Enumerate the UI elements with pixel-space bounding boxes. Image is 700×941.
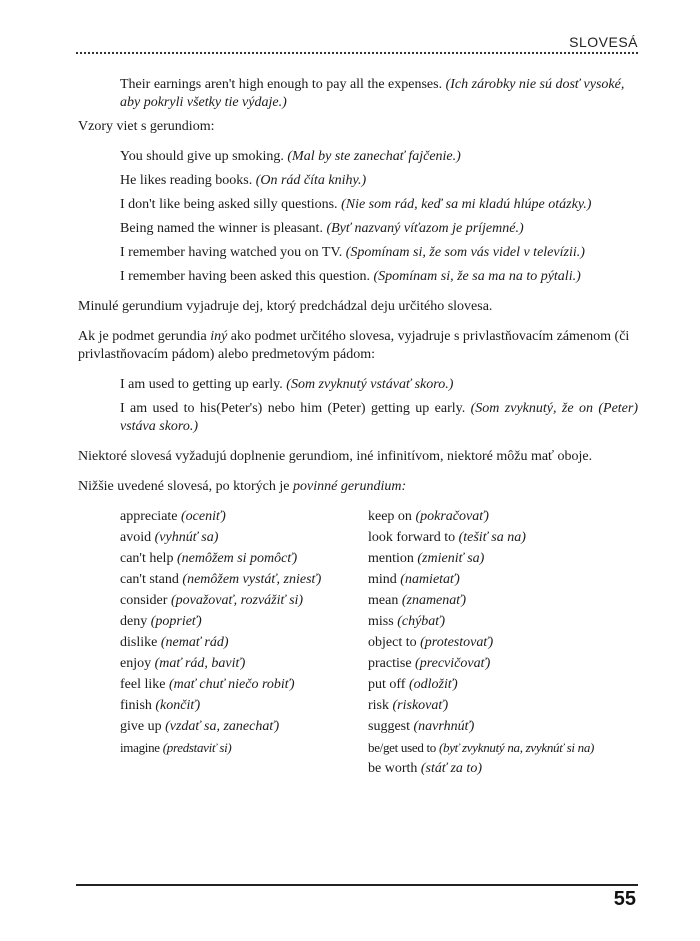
verb-en: feel like	[120, 677, 166, 692]
example-en: He likes reading books.	[120, 173, 253, 188]
verb-en: look forward to	[368, 530, 456, 545]
patterns-list	[78, 148, 638, 286]
verb-table	[120, 508, 638, 778]
verb-sk: (považovať, rozvážiť si)	[170, 593, 304, 608]
verb-sk: (precvičovať)	[415, 656, 491, 671]
verb-sk: (nemôžem vystáť, zniesť)	[182, 572, 322, 587]
verb-item	[120, 550, 368, 568]
verb-en: deny	[120, 614, 148, 629]
verb-en: be/get used to	[368, 740, 437, 755]
header-rule	[76, 52, 638, 54]
subject-note-part2: ako podmet určitého slovesa, vyjadruje s privlastňovacím zámenom (či privlastňovacím pádom) alebo predmetovým pádom:	[78, 329, 630, 362]
verb-en: mention	[368, 551, 414, 566]
verb-en: imagine	[120, 740, 160, 755]
verb-en: can't stand	[120, 572, 179, 587]
example-en: I am used to his(Peter's) nebo him (Peter) getting up early.	[120, 401, 466, 416]
verb-item	[368, 634, 668, 652]
example-sk: (Nie som rád, keď sa mi kladú hlúpe otázky.)	[341, 197, 592, 212]
example-sk: (Mal by ste zanechať fajčenie.)	[287, 149, 461, 164]
verb-item	[368, 508, 668, 526]
verb-en: appreciate	[120, 509, 178, 524]
subject-example-item	[120, 400, 638, 436]
subject-example-item	[120, 376, 638, 394]
verb-sk: (odložiť)	[408, 677, 458, 692]
example-sk: (Som zvyknutý, že on (Peter) vstáva skoro.)	[120, 401, 638, 434]
footer-rule	[76, 884, 638, 886]
verb-en: put off	[368, 677, 406, 692]
verb-sk: (oceniť)	[181, 509, 226, 524]
verb-en: dislike	[120, 635, 158, 650]
verb-sk: (pokračovať)	[415, 509, 489, 524]
verb-item	[120, 739, 368, 757]
verb-en: risk	[368, 698, 389, 713]
verb-item	[120, 697, 368, 715]
verb-item	[368, 550, 668, 568]
verb-sk: (namietať)	[400, 572, 460, 587]
example-en: I am used to getting up early.	[120, 377, 283, 392]
verb-en: avoid	[120, 530, 152, 545]
verb-item	[120, 592, 368, 610]
verb-sk: (vzdať sa, zanechať)	[165, 719, 280, 734]
verb-item	[368, 697, 668, 715]
example-en: I remember having watched you on TV.	[120, 245, 343, 260]
verb-sk: (predstaviť si)	[162, 740, 232, 755]
verb-sk: (stáť za to)	[420, 761, 482, 776]
verb-sk: (tešiť sa na)	[458, 530, 526, 545]
verb-sk: (nemôžem si pomôcť)	[176, 551, 298, 566]
verb-item	[368, 676, 668, 694]
verb-en: practise	[368, 656, 412, 671]
example-en: Being named the winner is pleasant.	[120, 221, 323, 236]
verb-item	[368, 760, 668, 778]
verb-item	[368, 718, 668, 736]
verb-item	[120, 571, 368, 589]
example-sk: (Spomínam si, že som vás videl v televízii.)	[345, 245, 585, 260]
past-gerund-note: Minulé gerundium vyjadruje dej, ktorý predchádzal deju určitého slovesa.	[78, 299, 493, 314]
verb-en: give up	[120, 719, 162, 734]
page-number: 55	[613, 888, 636, 910]
verb-sk: (mať chuť niečo robiť)	[168, 677, 295, 692]
required-heading-emphasis: povinné gerundium:	[293, 479, 407, 494]
verb-en: mean	[368, 593, 399, 608]
example-en: I don't like being asked silly questions.	[120, 197, 338, 212]
verb-item	[120, 529, 368, 547]
pattern-item	[120, 268, 638, 286]
example-en: I remember having been asked this question.	[120, 269, 370, 284]
pattern-item	[120, 196, 638, 214]
verb-sk: (vyhnúť sa)	[154, 530, 219, 545]
verb-en: be worth	[368, 761, 418, 776]
verb-en: miss	[368, 614, 394, 629]
verb-sk: (poprieť)	[150, 614, 202, 629]
verb-sk: (končiť)	[155, 698, 201, 713]
section-title: SLOVESÁ	[569, 34, 638, 50]
verb-sk: (mať rád, baviť)	[154, 656, 246, 671]
verb-sk: (chýbať)	[397, 614, 446, 629]
verb-item	[368, 613, 668, 631]
verbs-note: Niektoré slovesá vyžadujú doplnenie gerundiom, iné infinitívom, niektoré môžu mať oboje.	[78, 449, 593, 464]
example-sk: (Som zvyknutý vstávať skoro.)	[286, 377, 454, 392]
example-en: Their earnings aren't high enough to pay all the expenses.	[120, 77, 443, 92]
verb-sk: (navrhnúť)	[413, 719, 475, 734]
verb-en: can't help	[120, 551, 174, 566]
verb-en: consider	[120, 593, 168, 608]
verb-item	[120, 676, 368, 694]
verb-sk: (zmieniť sa)	[417, 551, 485, 566]
verb-sk: (riskovať)	[392, 698, 449, 713]
pattern-item	[120, 244, 638, 262]
pattern-item	[120, 172, 638, 190]
example-sk: (Byť nazvaný víťazom je príjemné.)	[326, 221, 524, 236]
verb-en: keep on	[368, 509, 412, 524]
verb-item	[368, 655, 668, 673]
subject-examples	[78, 376, 638, 436]
pattern-item	[120, 148, 638, 166]
verb-item	[120, 655, 368, 673]
page-content	[78, 76, 638, 778]
verb-item	[368, 739, 668, 757]
verb-sk: (znamenať)	[401, 593, 467, 608]
verb-grid-empty-cell	[120, 760, 368, 778]
verb-en: suggest	[368, 719, 410, 734]
example-sk: (Ich zárobky nie sú dosť vysoké, aby pokryli všetky tie výdaje.)	[120, 77, 625, 110]
verb-item	[368, 529, 668, 547]
subject-note-part1: Ak je podmet gerundia	[78, 329, 211, 344]
example-sk: (Spomínam si, že sa ma na to pýtali.)	[373, 269, 581, 284]
verb-sk: (nemať rád)	[160, 635, 229, 650]
verb-sk: (byť zvyknutý na, zvyknúť si na)	[438, 740, 595, 755]
verb-item	[120, 718, 368, 736]
verb-item	[368, 571, 668, 589]
required-heading-part1: Nižšie uvedené slovesá, po ktorých je	[78, 479, 293, 494]
verb-item	[120, 613, 368, 631]
patterns-heading: Vzory viet s gerundiom:	[78, 119, 215, 134]
verb-en: object to	[368, 635, 417, 650]
verb-sk: (protestovať)	[420, 635, 494, 650]
example-sk: (On rád číta knihy.)	[255, 173, 367, 188]
intro-example	[120, 76, 638, 112]
required-gerund-heading	[78, 478, 638, 496]
subject-note	[78, 328, 638, 364]
subject-note-emphasis: iný	[210, 329, 228, 344]
verb-en: finish	[120, 698, 152, 713]
verb-en: enjoy	[120, 656, 152, 671]
pattern-item	[120, 220, 638, 238]
verb-item	[120, 508, 368, 526]
verb-item	[120, 634, 368, 652]
verb-en: mind	[368, 572, 397, 587]
example-en: You should give up smoking.	[120, 149, 284, 164]
verb-item	[368, 592, 668, 610]
